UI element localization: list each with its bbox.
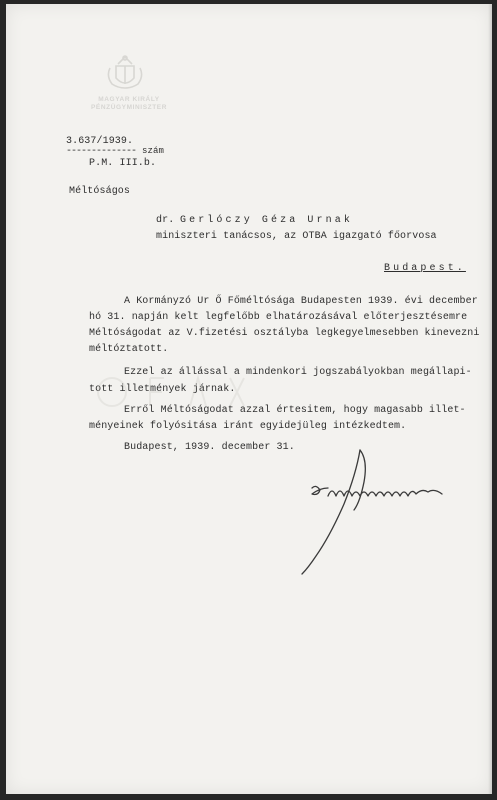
body-line-1: A Kormányzó Ur Ő Főméltósága Budapesten 1939. évi december xyxy=(124,296,478,307)
body-line-2: hó 31. napján kelt legfelőbb elhatározásával előterjesztésemre xyxy=(89,312,468,323)
coat-of-arms-emblem xyxy=(102,54,148,92)
letterhead-line-2: PÉNZÜGYMINISZTER xyxy=(90,104,168,111)
letterhead-line-1: MAGYAR KIRÁLY xyxy=(98,96,160,103)
document-page xyxy=(6,4,492,794)
watermark xyxy=(90,352,390,432)
page-edge-shadow xyxy=(488,4,492,794)
body-line-6: tott illetmények járnak. xyxy=(89,384,236,395)
handwritten-signature xyxy=(272,444,462,584)
date-line: Budapest, 1939. december 31. xyxy=(124,442,295,453)
reference-dashes: -------------- xyxy=(66,146,137,157)
reference-number: 3.637/1939. xyxy=(66,136,134,147)
body-line-3: Méltóságodat az V.fizetési osztályba legkegyelmesebben kinevezni xyxy=(89,328,480,339)
recipient-city: Budapest. xyxy=(384,263,466,274)
body-line-4: méltóztatott. xyxy=(89,344,169,355)
body-line-7: Erről Méltóságodat azzal értesitem, hogy magasabb illet- xyxy=(124,405,466,416)
letterhead xyxy=(74,96,184,112)
number-label: szám xyxy=(142,146,165,156)
body-line-8: ményeinek folyósitása iránt egyidejüleg intézkedtem. xyxy=(89,421,407,432)
body-line-5: Ezzel az állással a mindenkori jogszabályokban megállapi- xyxy=(124,367,472,378)
recipient-title: miniszteri tanácsos, az OTBA igazgató főorvosa xyxy=(156,231,437,242)
recipient-name: Gerlóczy Géza Urnak xyxy=(180,215,353,226)
department-code: P.M. III.b. xyxy=(89,158,157,169)
salutation: Méltóságos xyxy=(69,186,131,197)
recipient-prefix: dr. xyxy=(156,215,175,226)
